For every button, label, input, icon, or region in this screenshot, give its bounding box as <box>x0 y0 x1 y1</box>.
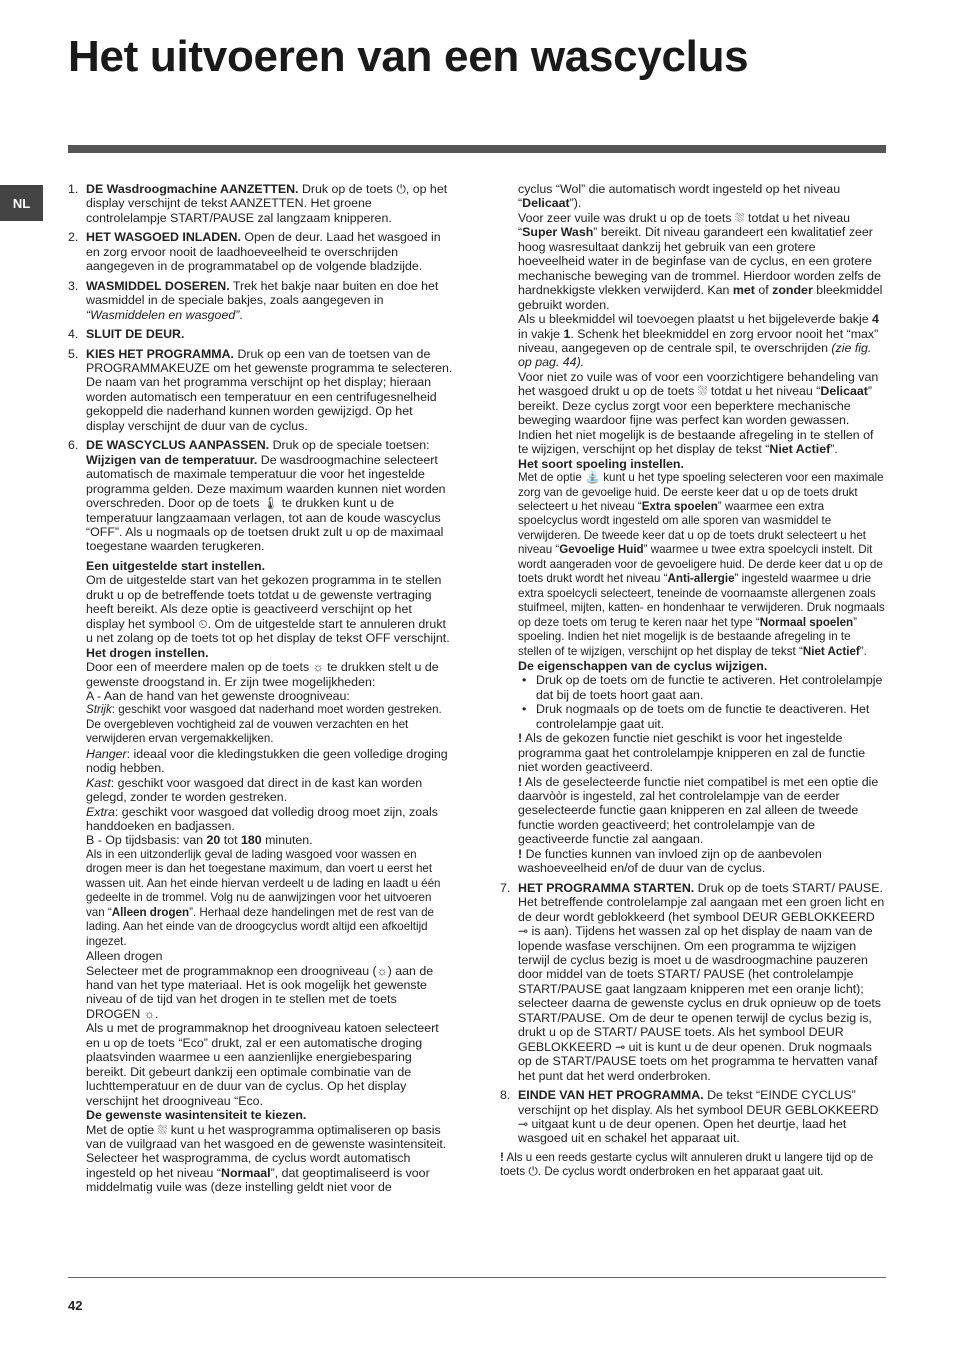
text: . Schenk het bleekmiddel en zorg ervoor nooit het “max” niveau, aangegeven op de centrale spil, te overschrijden <box>518 326 879 355</box>
wash-intensity-icon: ⛆ <box>734 210 745 225</box>
temperature-icon: 🌡 <box>263 496 279 511</box>
text: ” waarmee u twee extra spoelcycli instelt. Dit wordt aangeraden voor de gevoeligere huid. De derde keer dat u op de toets drukt wordt het niveau “ <box>518 543 883 586</box>
text: ” waarmee een extra spoelcyclus wordt ingesteld om alle sporen van wasmiddel te verwijderen. De tweede keer dat u op de toets drukt selecteert u het niveau “ <box>518 499 867 557</box>
drying-note: ”. Herhaal deze handelingen met de rest van de lading. Aan het einde van de droogcyclus wordt altijd een afkoeltijd ingezet. <box>86 905 435 948</box>
step-heading: DE Wasdroogmachine AANZETTEN. <box>86 182 299 196</box>
step-heading: WASMIDDEL DOSEREN. <box>86 278 230 293</box>
alleen-drogen-section <box>68 949 453 1108</box>
step-heading: KIES HET PROGRAMMA. <box>86 346 235 361</box>
step-heading: DE WASCYCLUS AANPASSEN. <box>86 438 270 453</box>
drying-text: te drukken stelt u de gewenste droogstand in. Er zijn twee mogelijkheden: <box>86 660 439 689</box>
properties-heading: De eigenschappen van de cyclus wijzigen. <box>518 658 768 673</box>
list-text: Druk nogmaals op de toets om de functie te deactiveren. Het controlelampje gaat uit. <box>536 702 870 731</box>
warning-text: Als de gekozen functie niet geschikt is voor het ingestelde programma gaat het controlelampje knipperen en zal de functie niet worden geactiveerd. <box>518 731 866 775</box>
sun-icon: ☼ <box>143 1006 155 1021</box>
bullet: • <box>522 702 527 717</box>
step-number: 5. <box>68 346 79 361</box>
level-super-wash: Super Wash <box>522 225 594 240</box>
step-text: Open de deur. Laad het wasgoed in en zorg ervoor nooit de laadhoeveelheid te overschrijden aangegeven in de programmatabel op de volgende bladzijde. <box>86 230 441 274</box>
step-4 <box>68 327 453 341</box>
eco-text: Als u met de programmaknop het droogniveau katoen selecteert en u op de toets “Eco” drukt, zal er een automatische droging plaatsvinden waarmee u een aanzienlijke energiebesparing bereikt. Dit gebeurt dankzij een optimale combinatie van de luchttemperatuur en de duur van de cyclus. Op het display verschijnt het droogniveau “Eco. <box>86 1021 439 1108</box>
niet-actief: Niet Actief <box>769 442 831 457</box>
rinse-level: Anti-allergie <box>667 572 735 586</box>
delay-section <box>68 559 453 646</box>
text: Voor zeer vuile was drukt u op de toets <box>518 210 732 225</box>
step-text: uitgaat kunt u de deur openen. Open het deurtje, laad het wasgoed uit en schakel het apparaat uit. <box>518 1117 847 1146</box>
reference: “Wasmiddelen en wasgoed” <box>86 307 240 322</box>
delay-text: Om de uitgestelde start van het gekozen programma in te stellen drukt u op de betreffende toets totdat u de gewenste vertraging heeft bereikt. Als deze optie is geactiveerd verschijnt op het display het symbool <box>86 573 442 631</box>
step-number: 2. <box>68 230 79 245</box>
option-b: B - Op tijdsbasis: van <box>86 833 207 848</box>
list-text: Druk op de toets om de functie te activeren. Het controlelampje dat bij de toets hoort gaat aan. <box>536 673 883 702</box>
right-column <box>500 182 885 1180</box>
bakje-number: 4 <box>872 312 879 327</box>
power-icon: ⏻ <box>528 1164 538 1179</box>
level-delicaat: Delicaat <box>820 384 868 399</box>
step-number: 4. <box>68 327 79 342</box>
step-text: De tekst “EINDE CYCLUS” verschijnt op het display. Als het symbool DEUR GEBLOKKEERD <box>518 1088 879 1117</box>
alleen-text: . <box>154 1006 159 1021</box>
delay-icon: ⏲ <box>198 616 208 631</box>
text: totdat u het niveau “ <box>518 210 850 240</box>
step-8 <box>500 1088 885 1146</box>
drying-section <box>68 646 453 950</box>
step-text: te drukken kunt u de temperatuur langzaamaan verlagen, tot aan de koude wascyclus “OFF”. Als u nogmaals op de toetsen drukt zult u op de maximaal toegestane waarden terugkeren. <box>86 496 444 554</box>
text: ”). <box>569 196 582 211</box>
wash-intensity-icon: ⛆ <box>697 384 708 399</box>
bold-met: met <box>732 283 755 298</box>
step-text: uit is kunt u de deur openen. Druk nogmaals op de START/PAUSE toets om het programma te hervatten vanaf het punt dat het werd onderbroken. <box>518 1039 878 1083</box>
alleen-text: ) aan de hand van het type materiaal. Het is ook mogelijk het gewenste niveau of de tijd van het drogen in te stellen met de toets DROGEN <box>86 963 434 1021</box>
intensity-continued <box>500 182 885 457</box>
step-6 <box>68 438 453 554</box>
level-text: : geschikt voor wasgoed dat volledig droog moet zijn, zoals handdoeken en badjassen. <box>86 804 438 834</box>
bullet: • <box>522 673 527 688</box>
intensity-heading: De gewenste wasintensiteit te kiezen. <box>86 1108 307 1123</box>
level-label: Hanger <box>86 746 127 761</box>
warning-mark: ! <box>518 846 523 861</box>
step-number: 6. <box>68 438 79 453</box>
max-minutes: 180 <box>240 833 262 848</box>
intensity-text: Met de optie <box>86 1122 155 1137</box>
level-text: : geschikt voor wasgoed dat naderhand moet worden gestreken. De overgebleven vochtigheid zal de vouwen verzachten en het verwijderen ervan vergemakkelijken. <box>86 703 442 746</box>
level-normaal: Normaal <box>221 1165 271 1180</box>
option-a: A - Aan de hand van het gewenste droogniveau: <box>86 688 350 703</box>
step-1 <box>68 182 453 225</box>
text: ”. <box>859 644 867 658</box>
warning-mark: ! <box>518 774 523 789</box>
header-rule <box>68 145 886 153</box>
warning-mark: ! <box>518 731 523 746</box>
level-text: : ideaal voor die kledingstukken die geen volledige droging nodig hebben. <box>86 746 448 776</box>
drying-note-bold: Alleen drogen <box>111 905 190 919</box>
footer-rule <box>68 1277 886 1278</box>
rinse-level: Extra spoelen <box>641 499 718 513</box>
text: Voor niet zo vuile was of voor een voorzichtigere behandeling van het wasgoed drukt u op de toets <box>518 369 879 399</box>
step-heading: HET WASGOED INLADEN. <box>86 230 241 245</box>
text: bleekmiddel gebruikt worden. <box>518 283 883 312</box>
text: of <box>754 283 773 298</box>
text: in vakje <box>518 326 564 341</box>
final-text: . De cyclus wordt onderbroken en het apparaat gaat uit. <box>537 1165 824 1179</box>
drying-text: Door een of meerdere malen op de toets <box>86 660 310 675</box>
step-number: 3. <box>68 278 79 293</box>
step-5 <box>68 347 453 434</box>
lock-icon: ⊸ <box>518 1117 529 1131</box>
final-text: Als u een reeds gestarte cyclus wilt annuleren drukt u langere tijd op de toets <box>500 1150 874 1179</box>
text: ”. <box>830 442 838 457</box>
wash-intensity-icon: ⛆ <box>157 1122 168 1137</box>
power-icon: ⏻ <box>396 182 406 196</box>
step-3 <box>68 279 453 322</box>
intensity-section <box>68 1108 453 1195</box>
language-tab: NL <box>0 185 43 221</box>
page-number: 42 <box>68 1298 83 1313</box>
list-item <box>518 702 885 731</box>
sun-icon: ☼ <box>312 660 324 675</box>
intensity-text: kunt u het wasprogramma optimaliseren op basis van de vuilgraad van het wasgoed en de gewenste wasintensiteit. <box>86 1122 447 1151</box>
step-heading: SLUIT DE DEUR. <box>86 327 185 342</box>
step-text: , op het display verschijnt de tekst AANZETTEN. Het groene controlelampje START/PAUSE zal langzaam knipperen. <box>86 182 448 225</box>
level-label: Kast <box>86 775 111 790</box>
properties-section <box>500 659 885 876</box>
text: ” bereikt. Dit niveau garandeert een kwalitatief zeer hoog wasresultaat dankzij het gebruik van een grotere hoeveelheid water in de beginfase van de cyclus, en een grotere mechanische beweging van de trommel. Hierdoor worden zelfs de hardnekkigste vlekken verwijderd. Kan <box>518 225 881 298</box>
intensity-text: ”, dat geoptimaliseerd is voor middelmatig vuile was (deze instelling geldt niet voor de <box>86 1165 430 1195</box>
text: ” bereikt. Deze cyclus zorgt voor een beperktere mechanische beweging waardoor fijne was perfect kan worden gewassen. Indien het niet mogelijk is de bestaande afregeling in te stellen of te wijzigen, verschijnt op het display de tekst “ <box>518 384 874 457</box>
lock-icon: ⊸ <box>615 1039 626 1054</box>
final-note <box>500 1151 885 1180</box>
text: totdat u het niveau “ <box>710 384 821 399</box>
step-text: De wasdroogmachine selecteert automatisch de maximale temperatuur die voor het ingestelde programma gelden. Deze maximum waarden kunnen niet worden overschreden. Door op de toets <box>86 452 446 511</box>
warning-mark: ! <box>500 1150 504 1164</box>
rinse-icon: ⛲ <box>585 470 600 485</box>
option-b: minuten. <box>261 833 313 848</box>
warning-text: Als de geselecteerde functie niet compatibel is met een optie die daarvòòr is ingesteld, zal het controlelampje van de eerder geselecteerde functie gaan knipperen en zal alleen de tweede functie worden geactiveerd; het controlelampje van de geactiveerde functie zal aangaan. <box>518 774 879 847</box>
rinse-level: Normaal spoelen <box>759 615 854 629</box>
step-7 <box>500 881 885 1083</box>
step-number: 7. <box>500 880 511 895</box>
reference: (zie fig. op pag. 44). <box>518 340 872 370</box>
delay-heading: Een uitgestelde start instellen. <box>86 558 266 573</box>
step-text: Druk op de toets <box>298 182 393 196</box>
drying-heading: Het drogen instellen. <box>86 645 209 660</box>
page-title: Het uitvoeren van een wascyclus <box>68 32 749 81</box>
step-text: is aan). Tijdens het wassen zal op het display de naam van de lopende wasfase verschijnen. Om een programma te wijzigen terwijl de cyclus bezig is moet u de wasdroogmachine pauzeren door middel van de toets START/ PAUSE (het controlelampje START/PAUSE gaat langzaam knipperen met een oranje licht); selecteer daarna de gewenste cyclus en druk opnieuw op de toets START/PAUSE. Om de deur te openen terwijl de cyclus bezig is, drukt u op de START/ PAUSE toets. Als het symbool DEUR GEBLOKKEERD <box>518 924 882 1054</box>
level-text: : geschikt voor wasgoed dat direct in de kast kan worden gelegd, zonder te worden gestreken. <box>86 775 423 805</box>
vakje-number: 1 <box>563 326 571 341</box>
text: Met de optie <box>518 471 582 485</box>
step-number: 8. <box>500 1088 511 1103</box>
step-2 <box>68 230 453 273</box>
rinse-heading: Het soort spoeling instellen. <box>518 456 684 471</box>
left-column <box>68 182 453 1195</box>
rinse-level: Gevoelige Huid <box>559 543 644 557</box>
drying-note: Als in een uitzonderlijk geval de lading wasgoed voor wassen en drogen meer is dan het toegestane maximum, dan voert u eerst het wassen uit. Aan het einde hiervan verdeelt u de lading en laadt u één gedeelte in de trommel. Volg nu de aanwijzingen voor het uitvoeren van “ <box>86 847 441 919</box>
warning-text: De functies kunnen van invloed zijn op de aanbevolen washoeveelheid en/of de duur van de cyclus. <box>518 846 822 876</box>
level-label: Strijk <box>86 703 112 717</box>
step-number: 1. <box>68 182 79 196</box>
list-item <box>518 673 885 702</box>
step-heading: EINDE VAN HET PROGRAMMA. <box>518 1088 704 1103</box>
step-heading: HET PROGRAMMA STARTEN. <box>518 880 695 895</box>
bold-zonder: zonder <box>772 283 813 298</box>
step-text: Druk op een van de toetsen van de PROGRAMMAKEUZE om het gewenste programma te selecteren. De naam van het programma verschijnt op het display; hieraan worden automatisch een temperatuur en een centrifugesnelheid gekoppeld die naderhand kunnen worden gewijzigd. Op het display verschijnt de duur van de cyclus. <box>86 346 453 433</box>
intensity-text: Selecteer het wasprogramma, de cyclus wordt automatisch ingesteld op het niveau “ <box>86 1151 411 1180</box>
text: ” spoeling. Indien het niet mogelijk is de bestaande afregeling in te stellen of te wijzigen, verschijnt op het display de tekst “ <box>518 615 857 658</box>
step-text: Druk op de speciale toetsen: <box>269 438 430 453</box>
option-b: tot <box>220 833 241 848</box>
text: ” ingesteld waarmee u drie extra spoelcycli selecteert, teneinde de voornaamste allergenen zoals stuifmeel, mijten, katten- en hondenhaar te verwijderen. Druk nogmaals op deze toets om terug te keren naar het type “ <box>518 572 885 629</box>
step-text: . <box>239 307 243 322</box>
text: Als u bleekmiddel wil toevoegen plaatst u het bijgeleverde bakje <box>518 312 873 327</box>
temperature-heading: Wijzigen van de temperatuur. <box>86 452 258 467</box>
text: kunt u het type spoeling selecteren voor een maximale zorg van de gevoelige huid. De eerste keer dat u op de toets drukt selecteert u het niveau “ <box>518 471 884 513</box>
level-label: Extra <box>86 804 115 819</box>
alleen-drogen-heading: Alleen drogen <box>86 949 163 964</box>
dry-levels-icon: ☼ <box>376 963 388 978</box>
text: cyclus “Wol” die automatisch wordt ingesteld op het niveau “ <box>518 182 841 211</box>
niet-actief: Niet Actief <box>802 644 860 658</box>
min-minutes: 20 <box>206 833 221 848</box>
level-delicaat: Delicaat <box>522 196 570 211</box>
rinse-section <box>500 457 885 659</box>
step-text: Trek het bakje naar buiten en doe het wasmiddel in de speciale bakjes, zoals aangegeven in <box>86 278 439 308</box>
lock-icon: ⊸ <box>518 924 529 939</box>
delay-text: . Om de uitgestelde start te annuleren drukt u net zolang op de toets tot op het display de tekst OFF verschijnt. <box>86 616 450 646</box>
alleen-text: Selecteer met de programmaknop een droogniveau ( <box>86 963 377 978</box>
step-text: Druk op de toets START/ PAUSE. Het betreffende controlelampje zal aangaan met een groen licht en de deur wordt geblokkeerd (het symbool DEUR GEBLOKKEERD <box>518 880 885 924</box>
